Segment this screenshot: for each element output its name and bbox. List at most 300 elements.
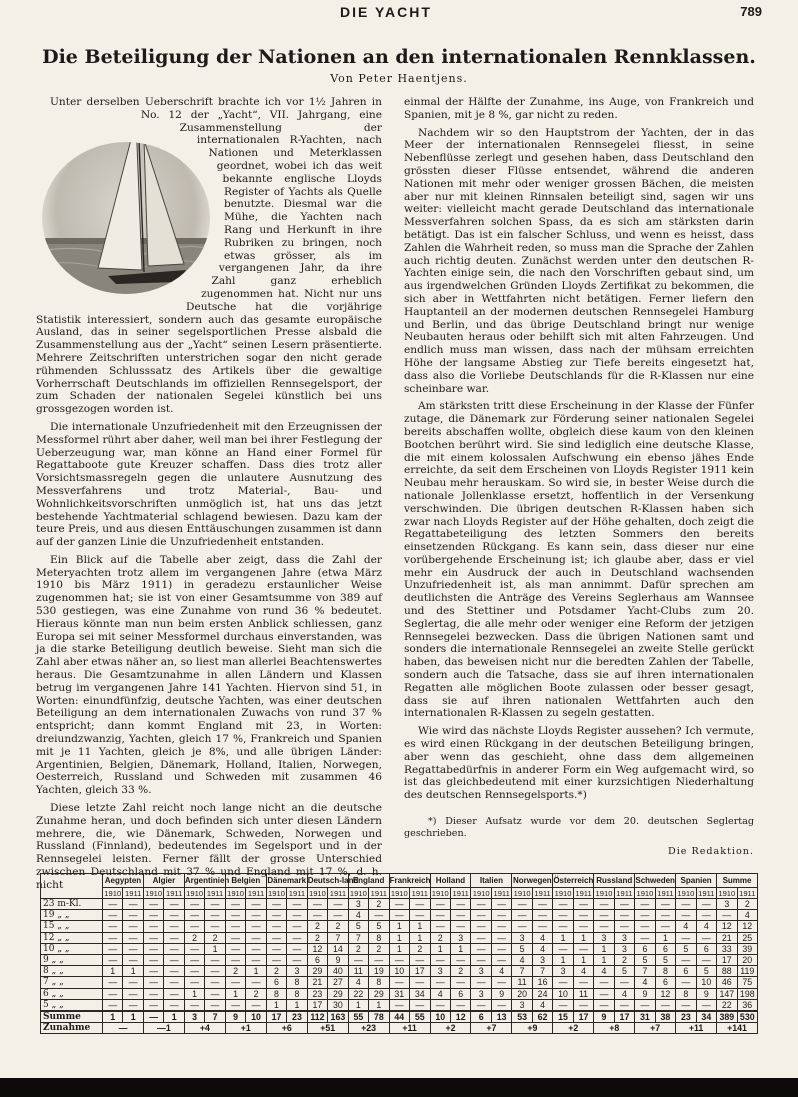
paragraph: Am stärksten tritt diese Erscheinung in der Klasse der Fünfer zutage, die Dänemark zur Förderung seiner nationalen Segelei bereits abschaffen wollte, obgleich diese kaum von den kleinen Bootchen berührt wird. Sie sind lediglich eine deutsche Klasse, die mit einem kolossalen Aufschwung ein ebenso jähes Ende erreichte, da seit dem Erscheinen von Lloyds Register 1911 kein Neubau mehr herauskam. So wird sie, in bester Weise durch die nationale Jollenklasse ersetzt, hoffentlich in der Versenkung verschwinden. Die übrigen deutschen R-Klassen haben sich zwar nach Lloyds Register auf der Höhe gehalten, doch zeigt die Regattabeteiligung des letzten Sommers den bereits einsetzenden Rückgang. Es kann sein, dass dieser nur eine vorübergehende Erscheinung ist; ich glaube aber, dass er viel mehr ein Ausdruck der auch in Deutschland wachsenden Unzufriedenheit ist, als man annimmt. Dafür sprechen am deutlichsten die Anträge des Vereins Seglerhaus am Wannsee und des Stettiner und Potsdamer Yacht-Clubs zum 20. Seglertag, die alle mehr oder weniger eine Reform der jetzigen Rennsegelei bezwecken. Dass die übrigen Nationen samt und sonders die internationale Rennsegelei an zweite Stelle gerückt haben, das beweisen nicht nur die beredten Zahlen der Tabelle, sondern auch die Tatsache, dass sie auf ihren internationalen Regatten alle möglichen Boote zulassen oder besser gesagt, dass sie auf ihren nationalen Wettfahrten auch den internationalen R-Klassen zu segeln gestatten.	[404, 400, 754, 720]
table-cell: 2	[307, 932, 327, 943]
table-cell: —	[594, 988, 614, 999]
year-header: 1910	[595, 888, 613, 898]
table-cell: —	[143, 921, 163, 932]
table-cell: —	[491, 899, 511, 910]
table-cell: —	[573, 943, 593, 954]
table-cell: 13	[491, 1011, 511, 1023]
row-label-header	[41, 874, 103, 899]
table-cell: —	[410, 910, 430, 921]
table-cell: —	[512, 899, 532, 910]
table-cell: —	[450, 910, 470, 921]
table-cell: 34	[410, 988, 430, 999]
table-cell: —	[328, 910, 348, 921]
year-header: 1910	[472, 888, 490, 898]
table-cell: +11	[676, 1023, 717, 1034]
table-cell: 7	[635, 966, 655, 977]
table-cell: 6	[450, 988, 470, 999]
table-cell: 12	[450, 1011, 470, 1023]
column-header: Norwegen	[512, 874, 553, 888]
table-cell: —	[635, 932, 655, 943]
table-cell: 11	[348, 966, 368, 977]
table-cell: —	[430, 999, 450, 1011]
table-cell: 198	[737, 988, 757, 999]
table-row	[41, 943, 758, 954]
table-cell: —	[103, 910, 123, 921]
table-cell: 5	[696, 966, 716, 977]
table-cell: —	[103, 999, 123, 1011]
table-cell: 2	[225, 966, 245, 977]
table-cell: —	[369, 954, 389, 965]
table-cell: —	[246, 932, 266, 943]
table-cell: 6	[307, 954, 327, 965]
table-cell: 12	[655, 988, 675, 999]
table-cell: 1	[287, 999, 307, 1011]
table-cell: —	[676, 977, 696, 988]
table-cell: 1	[573, 954, 593, 965]
table-cell: —	[389, 999, 409, 1011]
table-cell: +7	[635, 1023, 676, 1034]
table-cell: 4	[696, 921, 716, 932]
year-header: 1911	[410, 888, 430, 899]
table-cell: 20	[737, 954, 757, 965]
table-cell: —	[696, 899, 716, 910]
table-cell: —	[266, 910, 286, 921]
table-row	[41, 1023, 758, 1034]
table-cell: —	[143, 954, 163, 965]
table-cell: 23	[676, 1011, 696, 1023]
table-cell: 4	[614, 988, 634, 999]
table-cell: —	[103, 1023, 144, 1034]
column-header: Holland	[430, 874, 471, 888]
table-cell: 3	[614, 932, 634, 943]
table-cell: —	[573, 910, 593, 921]
year-header: 1911	[450, 888, 470, 899]
table-cell: 2	[266, 966, 286, 977]
table-cell: —	[410, 999, 430, 1011]
column-header: Dänemark	[266, 874, 307, 888]
table-cell: —	[246, 954, 266, 965]
column-header: Spanien	[676, 874, 717, 888]
table-cell: —	[205, 910, 225, 921]
table-cell: —	[123, 921, 143, 932]
table-cell: 3	[471, 988, 491, 999]
table-cell: —	[389, 899, 409, 910]
table-cell: —	[123, 899, 143, 910]
table-cell: 38	[655, 1011, 675, 1023]
table-row	[41, 988, 758, 999]
column-header: Algier	[143, 874, 184, 888]
table-cell: —	[123, 988, 143, 999]
table-cell: —	[225, 943, 245, 954]
page-number: 789	[740, 4, 762, 19]
table-cell: 4	[491, 966, 511, 977]
paragraph: Die internationale Unzufriedenheit mit den Erzeugnissen der Messformel rührt aber daher, weil man bei ihrer Festlegung der Ueberzeugung war, man könne an Hand einer Formel für Regattaboote gute Kreuzer schaffen. Dass dies trotz aller Vorsichtsmassregeln gegen die unlautere Ausnutzung des Messverfahrens und trotz Material-, Bau- und Wohnlichkeitsvorschriften unmöglich ist, hat uns das jetzt bestehende Yachtmaterial schlagend bewiesen. Dazu kam der teure Preis, und aus diesen Enttäuschungen zusammen ist dann auf der ganzen Linie die Unzufriedenheit entstanden.	[36, 420, 382, 549]
table-cell: —	[471, 977, 491, 988]
table-cell: —	[614, 999, 634, 1011]
table-cell: 10	[389, 966, 409, 977]
table-cell: 4	[594, 966, 614, 977]
table-cell: 9	[225, 1011, 245, 1023]
table-cell: —	[573, 977, 593, 988]
table-cell: 1	[553, 932, 573, 943]
column-header: Argentinien	[184, 874, 225, 888]
table-cell: 6	[696, 943, 716, 954]
table-cell: —	[266, 954, 286, 965]
row-label: Summe	[41, 1011, 103, 1023]
table-cell: 7	[512, 966, 532, 977]
table-cell: 1	[655, 932, 675, 943]
year-header: 1911	[655, 888, 675, 899]
table-cell: 17	[717, 954, 737, 965]
table-cell: 5	[512, 943, 532, 954]
table-cell: 17	[266, 1011, 286, 1023]
table-cell: 9	[635, 988, 655, 999]
table-cell: —	[164, 899, 184, 910]
paragraph: Unter derselben Ueberschrift brachte ich vor 1½ Jahren in No. 12 der „Yacht“, VII. Jahrgang, eine Zusammenstellung der internationalen R-Yachten, nach Nationen und Meterklassen geordnet, wobei ich das weit bekannte englische Lloyds Register of Yachts als Quelle benutzte. Diesmal war die Mühe, die Yachten nach Rang und Herkunft in ihre Rubriken zu bringen, noch etwas grösser, als im vergangenen Jahr, da ihre Zahl ganz erheblich zugenommen hat. Nicht nur uns Deutsche hat die vorjährige Statistik interessiert, sondern auch das gesamte europäische Ausland, das in seiner segelsportlichen Presse alsbald die Zusammenstellung aus der „Yacht“ seinen Lesern präsentierte. Mehrere Zeitschriften unterstrichen sogar den nicht gerade rühmenden Schlusssatz des Artikels über die gewaltige Vorherrschaft Deutschlands im offiziellen Rennsegelsport, der zum Schaden der nationalen Segelei künstlich bei uns grossgezogen worden ist.	[36, 96, 382, 416]
year-header: 1910	[268, 888, 285, 898]
table-cell: 23	[307, 988, 327, 999]
table-cell: —	[471, 943, 491, 954]
year-header: 1911	[532, 888, 552, 899]
table-cell: —	[635, 910, 655, 921]
table-cell: 1	[553, 954, 573, 965]
column-header: England	[348, 874, 389, 888]
table-cell: 119	[737, 966, 757, 977]
year-header: 1910	[349, 888, 367, 898]
table-cell: 62	[532, 1011, 552, 1023]
year-header: 1910	[227, 888, 244, 898]
table-cell: —	[328, 899, 348, 910]
table-cell: 29	[369, 988, 389, 999]
table-cell: 3	[594, 932, 614, 943]
table-cell: 8	[369, 977, 389, 988]
table-cell: —	[143, 943, 163, 954]
table-cell: +4	[184, 1023, 225, 1034]
table-cell: 7	[328, 932, 348, 943]
table-cell: 4	[737, 910, 757, 921]
table-cell: +2	[553, 1023, 594, 1034]
table-cell: —	[676, 932, 696, 943]
table-cell: —	[266, 921, 286, 932]
table-cell: —	[594, 999, 614, 1011]
table-cell: —	[164, 977, 184, 988]
year-header: 1910	[513, 888, 531, 898]
table-cell: 21	[717, 932, 737, 943]
table-cell: —	[676, 910, 696, 921]
table-cell: 1	[266, 999, 286, 1011]
table-cell: —	[184, 921, 204, 932]
table-cell: 3	[430, 966, 450, 977]
table-cell: —	[205, 999, 225, 1011]
year-header: 1911	[696, 888, 716, 899]
table-cell: —	[491, 999, 511, 1011]
table-cell: —	[553, 899, 573, 910]
table-cell: 78	[369, 1011, 389, 1023]
table-cell: —	[184, 999, 204, 1011]
table-cell: —	[287, 899, 307, 910]
table-cell: —	[103, 899, 123, 910]
table-cell: —	[573, 899, 593, 910]
row-label: 7 „ „	[41, 977, 103, 988]
table-cell: 12	[307, 943, 327, 954]
table-cell: —	[246, 943, 266, 954]
table-cell: 5	[635, 954, 655, 965]
table-cell: —	[450, 977, 470, 988]
table-cell: —	[225, 932, 245, 943]
table-cell: 19	[369, 966, 389, 977]
paragraph: Diese letzte Zahl reicht noch lange nicht an die deutsche Zunahme heran, und doch befinden sich unter diesen Ländern mehrere, die, wie Dänemark, Schweden, Norwegen und Russland (Finnland), bedeutendes im Segelsport und in der Rennsegelei leisten. Ferner fällt der grosse Unterschied zwischen Deutschland mit 37 % und England mit 17 %, d. h. nicht	[36, 802, 382, 891]
table-cell: 31	[635, 1011, 655, 1023]
table-cell: +8	[594, 1023, 635, 1034]
table-cell: 3	[471, 966, 491, 977]
year-header: 1910	[308, 888, 326, 898]
table-cell: —	[635, 999, 655, 1011]
table-cell: —	[143, 910, 163, 921]
table-cell: —	[205, 977, 225, 988]
table-cell: 530	[737, 1011, 757, 1023]
table-cell: —	[410, 954, 430, 965]
table-cell: 8	[655, 966, 675, 977]
table-cell: 1	[594, 943, 614, 954]
table-cell: —	[389, 910, 409, 921]
table-cell: 11	[512, 977, 532, 988]
table-cell: —	[287, 921, 307, 932]
table-cell: +7	[471, 1023, 512, 1034]
table-cell: +141	[717, 1023, 758, 1034]
table-cell: —	[594, 910, 614, 921]
table-cell: —	[491, 954, 511, 965]
table-cell: —	[205, 921, 225, 932]
table-cell: 4	[512, 954, 532, 965]
table-cell: —	[553, 943, 573, 954]
column-header: Deutsch-land	[307, 874, 348, 888]
table-cell: —	[225, 977, 245, 988]
table-cell: 55	[410, 1011, 430, 1023]
table-cell: 2	[737, 899, 757, 910]
table-cell: —	[225, 999, 245, 1011]
table-cell: —	[103, 932, 123, 943]
table-cell: 6	[266, 977, 286, 988]
table-cell: 27	[328, 977, 348, 988]
column-header: Österreich	[553, 874, 594, 888]
table-cell: —	[205, 966, 225, 977]
table-cell: 7	[532, 966, 552, 977]
table-cell: —	[246, 899, 266, 910]
table-cell: 5	[369, 921, 389, 932]
table-cell: 2	[205, 932, 225, 943]
table-cell: 22	[717, 999, 737, 1011]
table-cell: 9	[328, 954, 348, 965]
table-cell: —	[553, 921, 573, 932]
column-header: Aegypten	[103, 874, 144, 888]
table-cell: —	[573, 921, 593, 932]
table-cell: —	[512, 921, 532, 932]
table-cell: 10	[430, 1011, 450, 1023]
table-cell: —	[287, 910, 307, 921]
running-header	[0, 4, 798, 22]
table-cell: 31	[389, 988, 409, 999]
year-header: 1910	[718, 888, 736, 898]
table-cell: —	[266, 943, 286, 954]
year-header: 1911	[614, 888, 634, 899]
table-cell: 4	[430, 988, 450, 999]
year-header: 1910	[554, 888, 572, 898]
year-header: 1911	[737, 888, 757, 899]
table-cell: 9	[491, 988, 511, 999]
row-label: 12 „ „	[41, 932, 103, 943]
table-cell: —	[103, 977, 123, 988]
table-cell: 1	[348, 999, 368, 1011]
table-cell: —	[696, 954, 716, 965]
table-cell: 1	[369, 999, 389, 1011]
table-cell: 2	[307, 921, 327, 932]
table-cell: —	[143, 966, 163, 977]
table-cell: +9	[512, 1023, 553, 1034]
table-cell: —	[410, 899, 430, 910]
table-cell: 22	[348, 988, 368, 999]
table-cell: 1	[573, 932, 593, 943]
table-cell: —	[225, 899, 245, 910]
table-cell: 2	[430, 932, 450, 943]
table-cell: 14	[328, 943, 348, 954]
table-cell: —	[491, 932, 511, 943]
table-cell: 10	[246, 1011, 266, 1023]
table-cell: 7	[348, 932, 368, 943]
table-cell: 12	[717, 921, 737, 932]
table-cell: 11	[573, 988, 593, 999]
row-label: 9 „ „	[41, 954, 103, 965]
table-cell: —	[164, 921, 184, 932]
table-cell: —	[573, 999, 593, 1011]
table-cell: 2	[614, 954, 634, 965]
row-label: 15 „ „	[41, 921, 103, 932]
row-label: 5 „ „	[41, 999, 103, 1011]
year-header: 1911	[328, 888, 348, 899]
table-cell: 2	[369, 943, 389, 954]
table-cell: 1	[103, 1011, 123, 1023]
table-cell: 8	[287, 988, 307, 999]
table-cell: 4	[573, 966, 593, 977]
table-cell: 1	[225, 988, 245, 999]
footnote-signature: Die Redaktion.	[668, 846, 754, 858]
year-header: 1911	[123, 888, 143, 899]
table-cell: —	[594, 899, 614, 910]
table-cell: —	[205, 899, 225, 910]
table-cell: 1	[164, 1011, 184, 1023]
table-cell: —	[164, 954, 184, 965]
table-cell: 33	[717, 943, 737, 954]
table-cell: 24	[532, 988, 552, 999]
table-cell: 3	[717, 899, 737, 910]
table-cell: 6	[635, 943, 655, 954]
table-cell: 6	[676, 966, 696, 977]
table-cell: 75	[737, 977, 757, 988]
table-cell: 39	[737, 943, 757, 954]
table-cell: —	[471, 910, 491, 921]
year-header: 1911	[491, 888, 511, 899]
table-cell: —	[450, 999, 470, 1011]
table-cell: 389	[717, 1011, 737, 1023]
footnote	[404, 816, 754, 858]
table-cell: —	[471, 999, 491, 1011]
table-cell: —	[553, 977, 573, 988]
table-cell: —	[491, 943, 511, 954]
table-cell: —	[389, 977, 409, 988]
table-cell: 2	[328, 921, 348, 932]
table-cell: —	[676, 999, 696, 1011]
column-header: Italien	[471, 874, 512, 888]
table-cell: —	[532, 899, 552, 910]
year-header: 1911	[164, 888, 184, 899]
table-cell: —	[471, 921, 491, 932]
table-row	[41, 910, 758, 921]
table-cell: 12	[737, 921, 757, 932]
paragraph: Wie wird das nächste Lloyds Register aussehen? Ich vermute, es wird einen Rückgang in der deutschen Beteiligung bringen, aber wenn das geschieht, ohne dass dem allgemeinen Regattabedürfnis in anderer Form ein Weg aufgemacht wird, so ist das gleichbedeutend mit einer kurzsichtigen Niederhaltung des deutschen Rennsegelsports.*)	[404, 725, 754, 802]
table-cell: 17	[410, 966, 430, 977]
table-cell: 4	[532, 999, 552, 1011]
table-cell: 3	[553, 966, 573, 977]
table-cell: 6	[655, 943, 675, 954]
table-cell: —	[123, 910, 143, 921]
table-cell: 1	[594, 954, 614, 965]
table-row	[41, 966, 758, 977]
table-cell: —	[307, 899, 327, 910]
row-label: 19 „ „	[41, 910, 103, 921]
table-cell: 25	[737, 932, 757, 943]
table-cell: 8	[676, 988, 696, 999]
table-cell: —	[184, 954, 204, 965]
year-header: 1910	[636, 888, 654, 898]
table-cell: —	[471, 899, 491, 910]
year-header: 1911	[369, 888, 389, 899]
table-cell: 23	[287, 1011, 307, 1023]
table-cell: —	[103, 943, 123, 954]
table-cell: —	[225, 921, 245, 932]
table-cell: —	[103, 921, 123, 932]
table-row	[41, 977, 758, 988]
table-cell: —	[143, 999, 163, 1011]
column-header: Schweden	[635, 874, 676, 888]
table-cell: —1	[143, 1023, 184, 1034]
table-cell: 17	[307, 999, 327, 1011]
table-cell: 147	[717, 988, 737, 999]
table-cell: 15	[553, 1011, 573, 1023]
paragraph: Ein Blick auf die Tabelle aber zeigt, dass die Zahl der Meteryachten trotz allem im vergangenen Jahre (etwa März 1910 bis März 1911) in geradezu erstaunlicher Weise zugenommen hat; sie ist von einer Gesamtsumme von 389 auf 530 gestiegen, was eine Zunahme von rund 36 % bedeutet. Hieraus könnte man nun beim ersten Anblick schliessen, ganz Europa sei mit seiner Messformel durchaus einverstanden, was ja die starke Beteiligung deutlich beweise. Sieht man sich die Zahl aber etwas näher an, so liest man allerlei Beachtenswertes heraus. Die Gesamtzunahme in allen Ländern und Klassen betrug im vergangenen Jahre 141 Yachten. Hiervon sind 51, in Worten: einundfünfzig, deutsche Yachten, was einer deutschen Beteiligung an dem internationalen Zuwachs von rund 37 % entspricht; dann kommt England mit 23, in Worten: dreiundzwanzig, Yachten, gleich 17 %, Frankreich und Spanien mit je 11 Yachten, gleich je 8%, und alle übrigen Länder: Argentinien, Belgien, Dänemark, Holland, Italien, Norwegen, Oesterreich, Russland und Schweden mit zusammen 46 Yachten, gleich 33 %.	[36, 553, 382, 797]
table-cell: 3	[348, 899, 368, 910]
table-cell: —	[430, 977, 450, 988]
table-cell: —	[348, 954, 368, 965]
table-cell: —	[655, 899, 675, 910]
table-cell: 5	[655, 954, 675, 965]
table-cell: —	[512, 910, 532, 921]
table-cell: —	[553, 999, 573, 1011]
year-header: 1911	[205, 888, 225, 899]
table-cell: 1	[123, 1011, 143, 1023]
table-cell: 3	[450, 932, 470, 943]
table-cell: —	[143, 932, 163, 943]
table-cell: —	[655, 910, 675, 921]
table-cell: 10	[553, 988, 573, 999]
table-cell: 1	[184, 988, 204, 999]
row-label: 10 „ „	[41, 943, 103, 954]
table-cell: —	[266, 932, 286, 943]
table-cell: —	[655, 999, 675, 1011]
table-cell: —	[369, 910, 389, 921]
table-cell: —	[123, 943, 143, 954]
table-cell: 30	[328, 999, 348, 1011]
table-cell: 5	[614, 966, 634, 977]
table-cell: —	[123, 932, 143, 943]
